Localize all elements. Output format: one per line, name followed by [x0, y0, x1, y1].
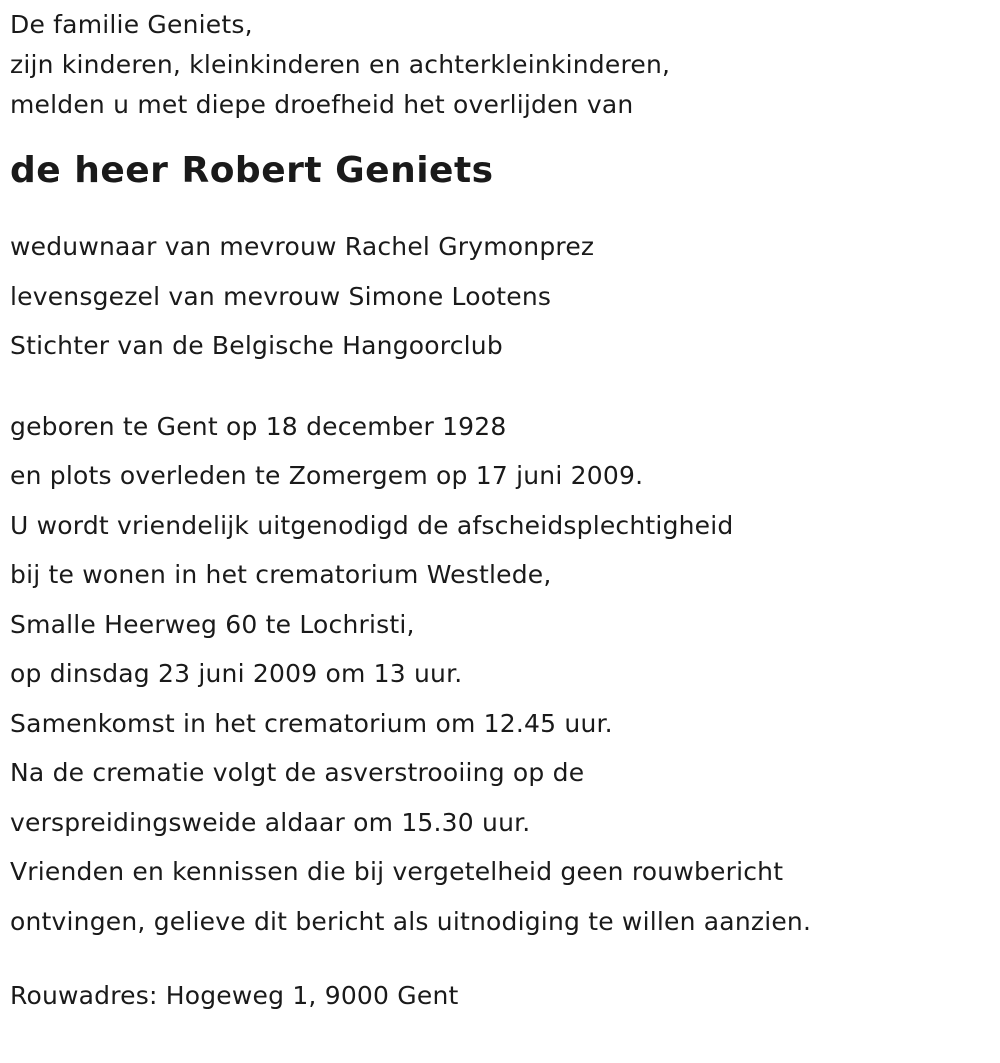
deceased-name: de heer Robert Geniets [10, 150, 494, 191]
death-notice [10, 0, 990, 1016]
detail-line: bij te wonen in het crematorium Westlede, [10, 560, 552, 589]
detail-line: Smalle Heerweg 60 te Lochristi, [10, 609, 415, 639]
detail-line: verspreidingsweide aldaar om 15.30 uur. [10, 807, 531, 837]
detail-line: ontvingen, gelieve dit bericht als uitnodiging te willen aanzien. [10, 906, 812, 936]
mourning-address [10, 946, 990, 1016]
detail-line: op dinsdag 23 juni 2009 om 13 uur. [10, 659, 463, 688]
intro-line: De familie Geniets, [10, 10, 253, 39]
detail-line: en plots overleden te Zomergem op 17 juni 2009. [10, 461, 644, 490]
detail-line: Vrienden en kennissen die bij vergetelheid geen rouwbericht [10, 857, 784, 886]
detail-line: U wordt vriendelijk uitgenodigd de afscheidsplechtigheid [10, 510, 734, 540]
detail-line: Na de crematie volgt de asverstrooiing op de [10, 758, 585, 787]
title-line: levensgezel van mevrouw Simone Lootens [10, 281, 552, 311]
detail-line: Samenkomst in het crematorium om 12.45 uur. [10, 708, 613, 738]
title-line: weduwnaar van mevrouw Rachel Grymonprez [10, 232, 595, 261]
detail-line: geboren te Gent op 18 december 1928 [10, 411, 507, 441]
titles-paragraph [10, 194, 990, 371]
ceremony-details [10, 371, 990, 947]
intro-line: melden u met diepe droefheid het overlijden van [10, 90, 634, 119]
intro-line: zijn kinderen, kleinkinderen en achterkleinkinderen, [10, 50, 671, 79]
intro-paragraph [10, 0, 990, 125]
title-line: Stichter van de Belgische Hangoorclub [10, 331, 503, 360]
address-line: Rouwadres: Hogeweg 1, 9000 Gent [10, 981, 459, 1010]
